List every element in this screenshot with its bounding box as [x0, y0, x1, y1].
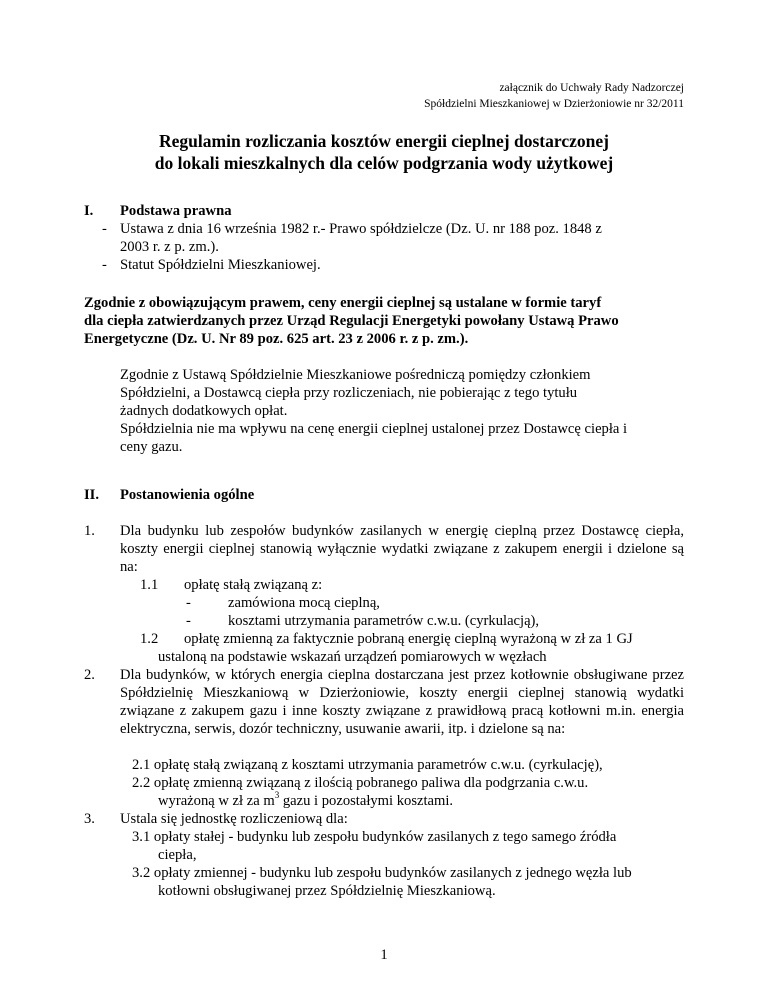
item-3-2-text-2: kotłowni obsługiwanej przez Spółdzielnię Mieszkaniową. — [158, 883, 496, 899]
section-2-number: II. — [84, 487, 100, 503]
item-1-1-dash-1-text: zamówiona mocą cieplną, — [228, 595, 380, 611]
section-1-heading: Podstawa prawna — [120, 203, 232, 219]
section-2-heading: Postanowienia ogólne — [120, 487, 255, 503]
item-2-2-text-2 — [158, 792, 453, 810]
section-1-number: I. — [84, 203, 94, 219]
item-2-1-text: 2.1 opłatę stałą związaną z kosztami utrzymania parametrów c.w.u. (cyrkulację), — [132, 757, 603, 773]
item-1-2-text-2: ustaloną na podstawie wskazań urządzeń pomiarowych w węzłach — [158, 649, 547, 665]
intermediary-paragraph-line3: żadnych dodatkowych opłat. — [120, 403, 288, 419]
intermediary-paragraph-line2: Spółdzielni, a Dostawcą ciepła przy rozliczeniach, nie pobierając z tego tytułu — [120, 385, 578, 401]
tariff-paragraph-line2: dla ciepła zatwierdzanych przez Urząd Regulacji Energetyki powołany Ustawą Prawo — [84, 313, 619, 329]
intermediary-paragraph — [120, 366, 627, 456]
item-2-2-unit-exponent: 3 — [274, 790, 280, 801]
section-1-bullet-1: - — [102, 221, 107, 237]
intermediary-paragraph-line4: Spółdzielnia nie ma wpływu na cenę energii cieplnej ustalonej przez Dostawcę ciepła i — [120, 421, 628, 437]
item-2-2-unit-post: gazu i pozostałymi kosztami. — [279, 793, 454, 809]
item-2-number: 2. — [84, 667, 95, 683]
item-1-1-dash-1: - — [186, 595, 191, 611]
item-2-text: Dla budynków, w których energia cieplna dostarczana jest przez kotłownie obsługiwane przez Spółdzielnię Mieszkaniową w Dzierżoniowie, koszty energii cieplnej stanowią wydatki związane z zakupem gazu i inne koszty związane z prawidłową pracą kotłowni m.in. energia elektryczna, serwis, dozór techniczny, usuwanie awarii, itp. i dzielone są na: — [120, 667, 684, 737]
section-1-bullet-2: - — [102, 257, 107, 273]
item-1-2-text: opłatę zmienną za faktycznie pobraną energię cieplną wyrażoną w zł za 1 GJ — [184, 631, 633, 647]
item-1-1-number: 1.1 — [140, 577, 159, 593]
attachment-note-line1: załącznik do Uchwały Rady Nadzorczej — [499, 82, 684, 94]
item-1-1-text: opłatę stałą związaną z: — [184, 577, 323, 593]
intermediary-paragraph-line1: Zgodnie z Ustawą Spółdzielnie Mieszkaniowe pośredniczą pomiędzy członkiem — [120, 367, 591, 383]
item-3-text: Ustala się jednostkę rozliczeniową dla: — [120, 811, 348, 827]
section-1-item-1-line2: 2003 r. z p. zm.). — [120, 239, 219, 255]
item-2-2-unit-pre: wyrażoną w zł za m — [158, 793, 275, 809]
item-1-number: 1. — [84, 523, 95, 539]
attachment-note — [424, 80, 684, 112]
item-1-2-number: 1.2 — [140, 631, 159, 647]
tariff-paragraph-line3: Energetyczne (Dz. U. Nr 89 poz. 625 art. 23 z 2006 r. z p. zm.). — [84, 331, 469, 347]
item-3-1-text-2: ciepła, — [158, 847, 197, 863]
item-1-1-dash-2: - — [186, 613, 191, 629]
item-2-2-text: 2.2 opłatę zmienną związaną z ilością pobranego paliwa dla podgrzania c.w.u. — [132, 775, 589, 791]
section-1-item-1-line1: Ustawa z dnia 16 września 1982 r.- Prawo spółdzielcze (Dz. U. nr 188 poz. 1848 z — [120, 221, 602, 237]
item-1-1-dash-2-text: kosztami utrzymania parametrów c.w.u. (cyrkulacją), — [228, 613, 540, 629]
tariff-paragraph — [84, 294, 619, 348]
item-1-text: Dla budynku lub zespołów budynków zasilanych w energię cieplną przez Dostawcę ciepła, koszty energii cieplnej stanowią wyłącznie wydatki związane z zakupem energii i dzielone są na: — [120, 523, 684, 575]
item-3-number: 3. — [84, 811, 95, 827]
section-1-item-1 — [120, 220, 602, 256]
document-title-line2: do lokali mieszkalnych dla celów podgrzania wody użytkowej — [154, 153, 614, 173]
intermediary-paragraph-line5: ceny gazu. — [120, 439, 183, 455]
item-3-1-text: 3.1 opłaty stałej - budynku lub zespołu budynków zasilanych z tego samego źródła — [132, 829, 617, 845]
page-number: 1 — [380, 947, 388, 963]
attachment-note-line2: Spółdzielni Mieszkaniowej w Dzierżoniowie nr 32/2011 — [424, 98, 684, 110]
document-title-line1: Regulamin rozliczania kosztów energii cieplnej dostarczonej — [159, 131, 609, 151]
item-3-2-text: 3.2 opłaty zmiennej - budynku lub zespołu budynków zasilanych z jednego węzła lub — [132, 865, 632, 881]
document-title — [0, 130, 768, 174]
section-1-item-2: Statut Spółdzielni Mieszkaniowej. — [120, 257, 321, 273]
tariff-paragraph-line1: Zgodnie z obowiązującym prawem, ceny energii cieplnej są ustalane w formie taryf — [84, 295, 602, 311]
